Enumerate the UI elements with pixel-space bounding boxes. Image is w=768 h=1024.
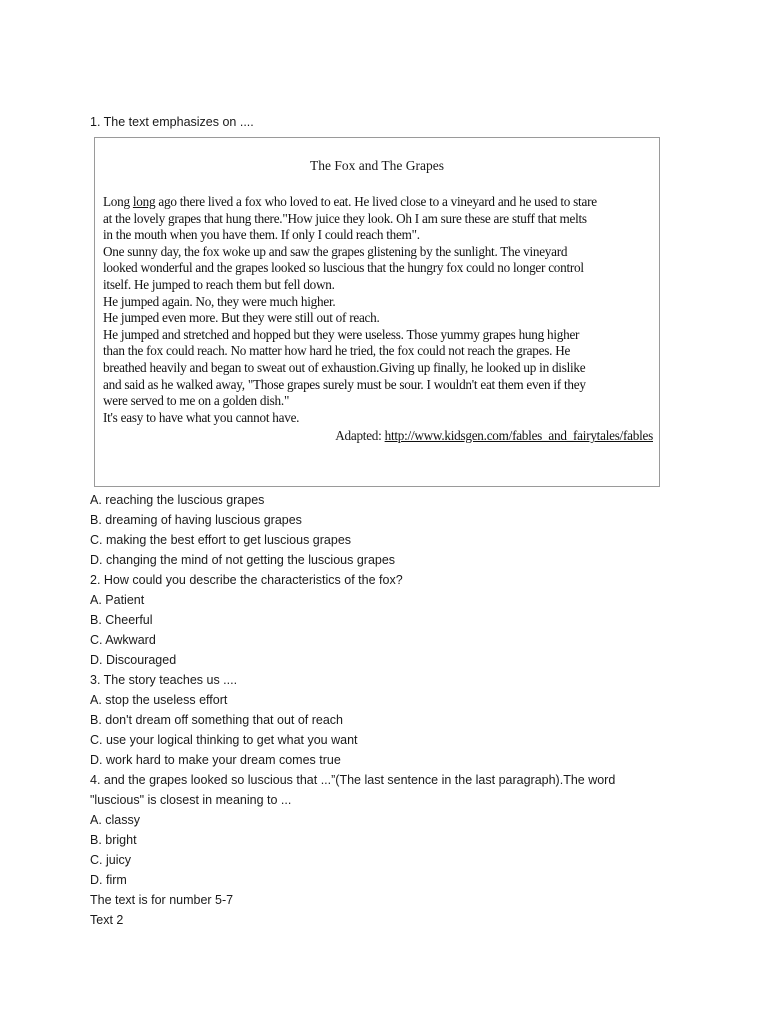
question-3-stem: 3. The story teaches us .... (90, 673, 238, 687)
question-4-stem-line-2: "luscious" is closest in meaning to ... (90, 793, 292, 807)
passage-line: breathed heavily and began to sweat out of exhaustion.Giving up finally, he looked up in dislike (103, 359, 586, 375)
source-link[interactable]: http://www.kidsgen.com/fables_and_fairytales/fables (384, 428, 653, 443)
passage-line: and said as he walked away, "Those grapes surely must be sour. I wouldn't eat them even if they (103, 376, 586, 392)
passage-line: Long long ago there lived a fox who loved to eat. He lived close to a vineyard and he used to stare (103, 194, 597, 209)
passage-line: He jumped again. No, they were much higher. (103, 293, 336, 309)
question-1-option-c: C. making the best effort to get luscious grapes (90, 533, 352, 547)
passage-line: itself. He jumped to reach them but fell down. (103, 276, 335, 292)
question-1-option-b: B. dreaming of having luscious grapes (90, 513, 302, 527)
passage-line: He jumped even more. But they were still out of reach. (103, 310, 380, 326)
passage-line: than the fox could reach. No matter how hard he tried, the fox could not reach the grapes. He (103, 343, 571, 359)
text-range-note: The text is for number 5-7 (90, 893, 234, 907)
question-2-option-a: A. Patient (90, 593, 145, 607)
passage-body (103, 194, 655, 426)
question-3-option-d: D. work hard to make your dream comes true (90, 753, 341, 767)
question-3-option-c: C. use your logical thinking to get what you want (90, 733, 358, 747)
passage-line: in the mouth when you have them. If only I could reach them". (103, 227, 420, 243)
passage-line: It's easy to have what you cannot have. (103, 409, 300, 425)
text-2-heading: Text 2 (90, 913, 124, 927)
question-4-option-c: C. juicy (90, 853, 131, 867)
passage-line: looked wonderful and the grapes looked so luscious that the hungry fox could no longer control (103, 260, 584, 276)
passage-line: One sunny day, the fox woke up and saw the grapes glistening by the sunlight. The vineyard (103, 243, 568, 259)
question-4-option-b: B. bright (90, 833, 137, 847)
question-2-option-c: C. Awkward (90, 633, 156, 647)
question-4-option-d: D. firm (90, 873, 127, 887)
question-1-stem: 1. The text emphasizes on .... (90, 115, 254, 129)
passage-line: at the lovely grapes that hung there."How juice they look. Oh I am sure these are stuff that melts (103, 210, 587, 226)
question-2-stem: 2. How could you describe the characteristics of the fox? (90, 573, 403, 587)
passage-title: The Fox and The Grapes (310, 158, 444, 173)
passage-source-credit: Adapted: http://www.kidsgen.com/fables_and_fairytales/fables (335, 428, 653, 443)
question-3-option-a: A. stop the useless effort (90, 693, 228, 707)
question-2-option-d: D. Discouraged (90, 653, 177, 667)
reading-passage-box (94, 137, 660, 487)
question-4-stem-line-1: 4. and the grapes looked so luscious that ...”(The last sentence in the last paragraph).The word (90, 773, 616, 787)
passage-line: He jumped and stretched and hopped but they were useless. Those yummy grapes hung higher (103, 326, 580, 342)
question-2-option-b: B. Cheerful (90, 613, 153, 627)
question-4-option-a: A. classy (90, 813, 141, 827)
question-1-option-a: A. reaching the luscious grapes (90, 493, 265, 507)
question-3-option-b: B. don't dream off something that out of reach (90, 713, 344, 727)
passage-line: were served to me on a golden dish." (103, 393, 290, 409)
question-1-option-d: D. changing the mind of not getting the luscious grapes (90, 553, 396, 567)
